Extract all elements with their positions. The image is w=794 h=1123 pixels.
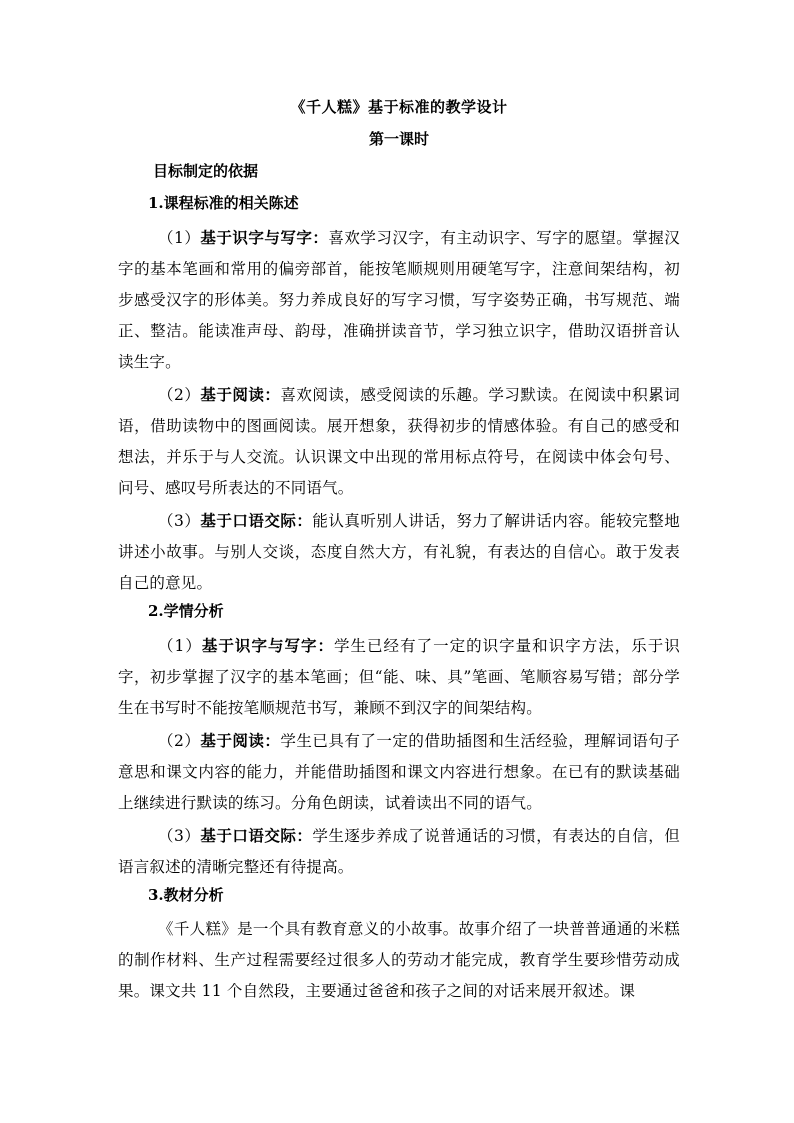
section-heading: 3.教材分析 — [148, 886, 224, 904]
paragraph-label: 基于口语交际： — [200, 826, 313, 845]
paragraph-text: 学生已经有了一定的识字量和识字方法，乐于识字，初步掌握了汉字的基本笔画；但“能、味、具”笔画、笔顺容易写错；部分学生在书写时不能按笔顺规范书写，兼顾不到汉字的间架结构。 — [118, 637, 680, 717]
paragraph-number: （2） — [158, 732, 201, 750]
paragraph-label: 基于阅读： — [200, 385, 281, 404]
paragraph-label: 基于识字与写字： — [200, 228, 329, 247]
paragraph — [118, 725, 680, 819]
basis-heading: 目标制定的依据 — [153, 162, 259, 180]
paragraph-number: （1） — [158, 637, 202, 655]
paragraph-label: 基于口语交际： — [200, 511, 313, 530]
document-body — [118, 96, 680, 1008]
paragraph-number: （3） — [158, 512, 201, 530]
document-subtitle: 第一课时 — [368, 130, 429, 148]
paragraph — [118, 222, 680, 378]
paragraph-text: 能认真听别人讲话，努力了解讲话内容。能较完整地讲述小故事。与别人交谈，态度自然大方，有礼貌，有表达的自信心。敢于发表自己的意见。 — [118, 512, 680, 592]
paragraph-text: 学生逐步养成了说普通话的习惯，有表达的自信，但语言叙述的清晰完整还有待提高。 — [118, 827, 680, 876]
paragraph — [118, 630, 680, 724]
paragraph — [118, 914, 680, 1007]
section-heading: 1.课程标准的相关陈述 — [148, 194, 299, 212]
paragraph — [118, 505, 680, 599]
paragraph-label: 基于阅读： — [200, 731, 281, 750]
paragraph-text: 喜欢阅读，感受阅读的乐趣。学习默读。在阅读中积累词语，借助读物中的图画阅读。展开想象，获得初步的情感体验。有自己的感受和想法，并乐于与人交流。认识课文中出现的常用标点符号，在阅读中体会句号、问号、感叹号所表达的不同语气。 — [118, 386, 680, 497]
paragraph — [118, 820, 680, 883]
paragraph-text: 学生已具有了一定的借助插图和生活经验，理解词语句子意思和课文内容的能力，并能借助插图和课文内容进行想象。在已有的默读基础上继续进行默读的练习。分角色朗读，试着读出不同的语气。 — [118, 732, 680, 812]
paragraph-text: 喜欢学习汉字，有主动识字、写字的愿望。掌握汉字的基本笔画和常用的偏旁部首，能按笔顺规则用硬笔写字，注意间架结构，初步感受汉字的形体美。努力养成良好的写字习惯，写字姿势正确，书写规范、端正、整洁。能读准声母、韵母，准确拼读音节，学习独立识字，借助汉语拼音认读生字。 — [118, 229, 680, 371]
document-title: 《千人糕》基于标准的教学设计 — [290, 98, 508, 116]
paragraph-label: 基于识字与写字： — [201, 636, 335, 655]
section-heading: 2.学情分析 — [148, 602, 224, 620]
paragraph-text: 《千人糕》是一个具有教育意义的小故事。故事介绍了一块普普通通的米糕的制作材料、生产过程需要经过很多人的劳动才能完成，教育学生要珍惜劳动成果。课文共 11 个自然段，主要通过爸爸和孩子之间的对话来展开叙述。课 — [118, 920, 680, 1000]
paragraph-number: （2） — [158, 386, 201, 404]
paragraph-number: （1） — [158, 229, 201, 247]
paragraph-number: （3） — [158, 827, 201, 845]
paragraph — [118, 379, 680, 504]
